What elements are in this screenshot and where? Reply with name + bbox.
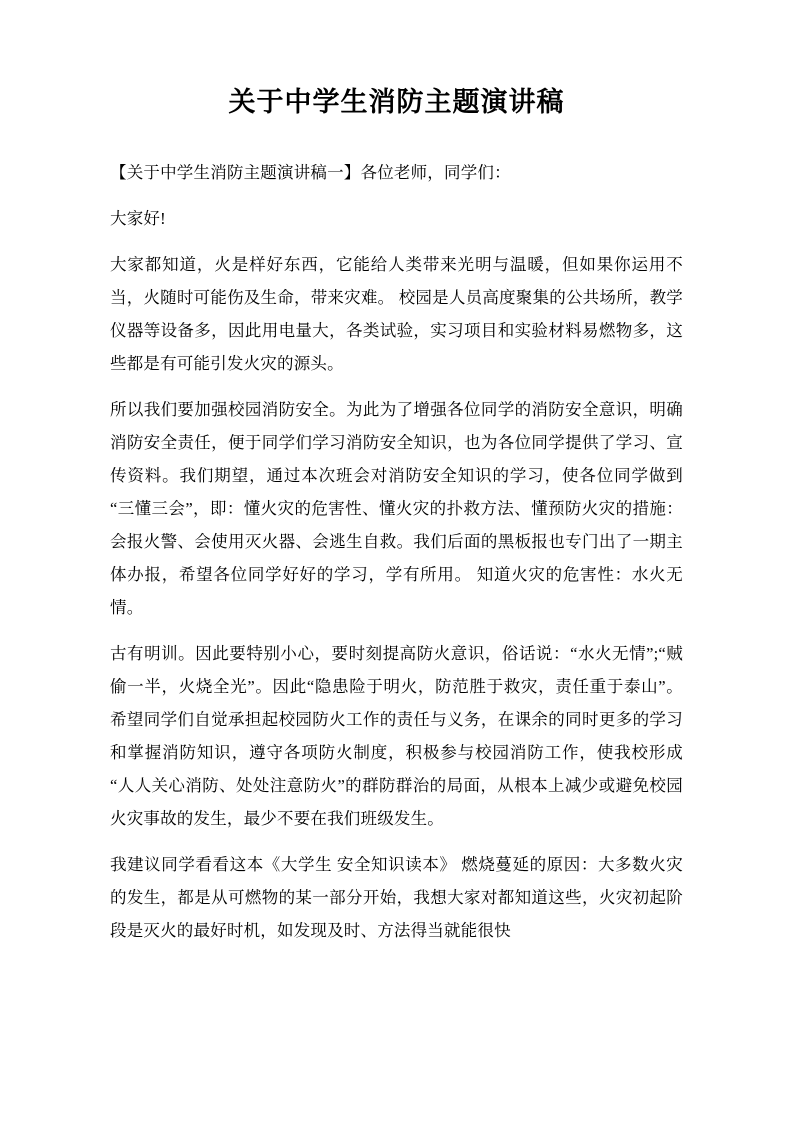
- paragraph-body-2: 所以我们要加强校园消防安全。为此为了增强各位同学的消防安全意识，明确消防安全责任，便于同学们学习消防安全知识，也为各位同学提供了学习、宣传资料。我们期望，通过本次班会对消防安全知识的学习，使各位同学做到“三懂三会”，即：懂火灾的危害性、懂火灾的扑救方法、懂预防火灾的措施：会报火警、会使用灭火器、会逃生自救。我们后面的黑板报也专门出了一期主体办报，希望各位同学好好的学习，学有所用。 知道火灾的危害性：水火无情。: [110, 399, 683, 617]
- paragraph-body-3: 古有明训。因此要特别小心，要时刻提高防火意识，俗话说：“水火无情”;“贼偷一半，火烧全光”。因此“隐患险于明火，防范胜于救灾，责任重于泰山”。希望同学们自觉承担起校园防火工作的责任与义务，在课余的同时更多的学习和掌握消防知识，遵守各项防火制度，积极参与校园消防工作，使我校形成“人人关心消防、处处注意防火”的群防群治的局面，从根本上减少或避免校园火灾事故的发生，最少不要在我们班级发生。: [110, 643, 683, 828]
- paragraph-body-4: 我建议同学看看这本《大学生 安全知识读本》 燃烧蔓延的原因：大多数火灾的发生，都是从可燃物的某一部分开始，我想大家对都知道这些，火灾初起阶段是灭火的最好时机，如发现及时、方法得当就能很快: [110, 854, 683, 940]
- page-title: 关于中学生消防主题演讲稿: [228, 87, 565, 117]
- paragraph-greeting: 大家好!: [110, 208, 166, 228]
- paragraph-body-1: 大家都知道，火是样好东西，它能给人类带来光明与温暖，但如果你运用不当，火随时可能伤及生命，带来灾难。 校园是人员高度聚集的公共场所，教学仪器等设备多，因此用电量大，各类试验，实习项目和实验材料易燃物多，这些都是有可能引发火灾的源头。: [110, 254, 683, 373]
- paragraph-intro: 【关于中学生消防主题演讲稿一】各位老师，同学们：: [110, 162, 511, 182]
